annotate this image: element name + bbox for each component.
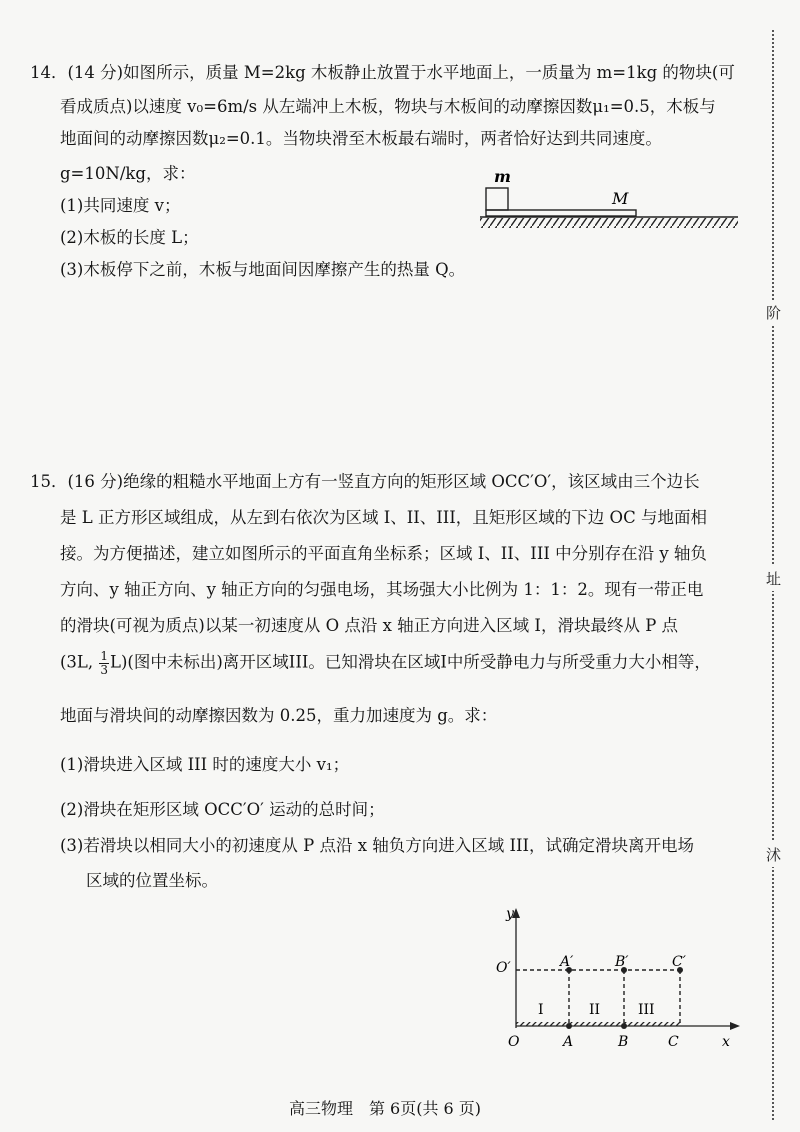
region-label: II	[589, 1002, 601, 1018]
ground-hatch	[516, 1022, 682, 1026]
label-b-prime: B′	[615, 954, 629, 970]
label-a-prime: A′	[560, 954, 574, 970]
q15-line: 是 L 正方形区域组成，从左到右依次为区域 I、II、III，且矩形区域的下边 OC 与地面相	[60, 508, 707, 527]
q14-subquestion-2: (2)木板的长度 L；	[60, 228, 199, 247]
label-c: C	[668, 1034, 679, 1050]
label-a: A	[563, 1034, 574, 1050]
y-axis-label: y	[506, 906, 514, 922]
point-b	[621, 1023, 627, 1029]
label-c-prime: C′	[672, 954, 686, 970]
binding-char: 沭	[766, 842, 781, 867]
binding-char: 阶	[766, 300, 781, 325]
q14-line: g=10N/kg，求：	[60, 164, 196, 183]
q15-subquestion-3: (3)若滑块以相同大小的初速度从 P 点沿 x 轴负方向进入区域 III，试确定滑块离开电场	[60, 836, 695, 855]
x-axis-label: x	[722, 1034, 730, 1050]
p-coord-prefix: (3L,	[60, 652, 99, 672]
q14-line: 看成质点)以速度 v₀=6m/s 从左端冲上木板，物块与木板间的动摩擦因数μ₁=0.5，木板与	[60, 97, 716, 116]
frac-denominator: 3	[100, 662, 109, 677]
q14-subquestion-3: (3)木板停下之前，木板与地面间因摩擦产生的热量 Q。	[60, 260, 466, 279]
page-footer: 高三物理 第 6页(共 6 页)	[288, 1099, 482, 1118]
board-M	[486, 210, 636, 216]
q15-subquestion-2: (2)滑块在矩形区域 OCC′O′ 运动的总时间；	[60, 800, 385, 819]
ground-hatch	[480, 218, 738, 228]
q15-line-p-coordinate	[60, 650, 711, 676]
frac-numerator: 1	[100, 649, 109, 663]
q15-line: 的滑块(可视为质点)以某一初速度从 O 点沿 x 轴正方向进入区域 I，滑块最终从 P 点	[60, 616, 679, 635]
q15-line: 地面与滑块间的动摩擦因数为 0.25，重力加速度为 g。求：	[60, 706, 498, 725]
block-label: m	[494, 167, 511, 186]
label-b: B	[618, 1034, 629, 1050]
block-m	[486, 188, 508, 210]
q15-subquestion-1: (1)滑块进入区域 III 时的速度大小 v₁；	[60, 755, 350, 774]
q15-line: 区域的位置坐标。	[86, 871, 218, 890]
q15-figure	[496, 900, 746, 1050]
p-coord-suffix: L)(图中未标出)离开区域III。已知滑块在区域I中所受静电力与所受重力大小相等，	[110, 652, 711, 672]
q14-subquestion-1: (1)共同速度 v；	[60, 196, 181, 215]
q14-figure	[476, 166, 746, 246]
q14-line: 地面间的动摩擦因数μ₂=0.1。当物块滑至木板最右端时，两者恰好达到共同速度。	[60, 129, 662, 148]
board-label: M	[612, 189, 629, 208]
q14-line: 14．(14 分)如图所示，质量 M=2kg 木板静止放置于水平地面上，一质量为 m=1kg 的物块(可	[30, 63, 735, 82]
region-label: III	[638, 1002, 655, 1018]
q15-line: 方向、y 轴正方向、y 轴正方向的匀强电场，其场强大小比例为 1：1：2。现有一带正电	[60, 580, 704, 599]
x-axis-arrow-icon	[730, 1022, 740, 1030]
label-o: O	[508, 1034, 520, 1050]
q15-line: 15．(16 分)绝缘的粗糙水平地面上方有一竖直方向的矩形区域 OCC′O′，该区域由三个边长	[30, 472, 700, 491]
label-o-prime: O′	[496, 960, 511, 976]
q15-line: 接。为方便描述，建立如图所示的平面直角坐标系；区域 I、II、III 中分别存在沿 y 轴负	[60, 544, 707, 563]
point-a	[566, 1023, 572, 1029]
binding-char: 址	[766, 566, 781, 591]
region-label: I	[538, 1002, 544, 1018]
fraction-one-third	[99, 650, 109, 676]
